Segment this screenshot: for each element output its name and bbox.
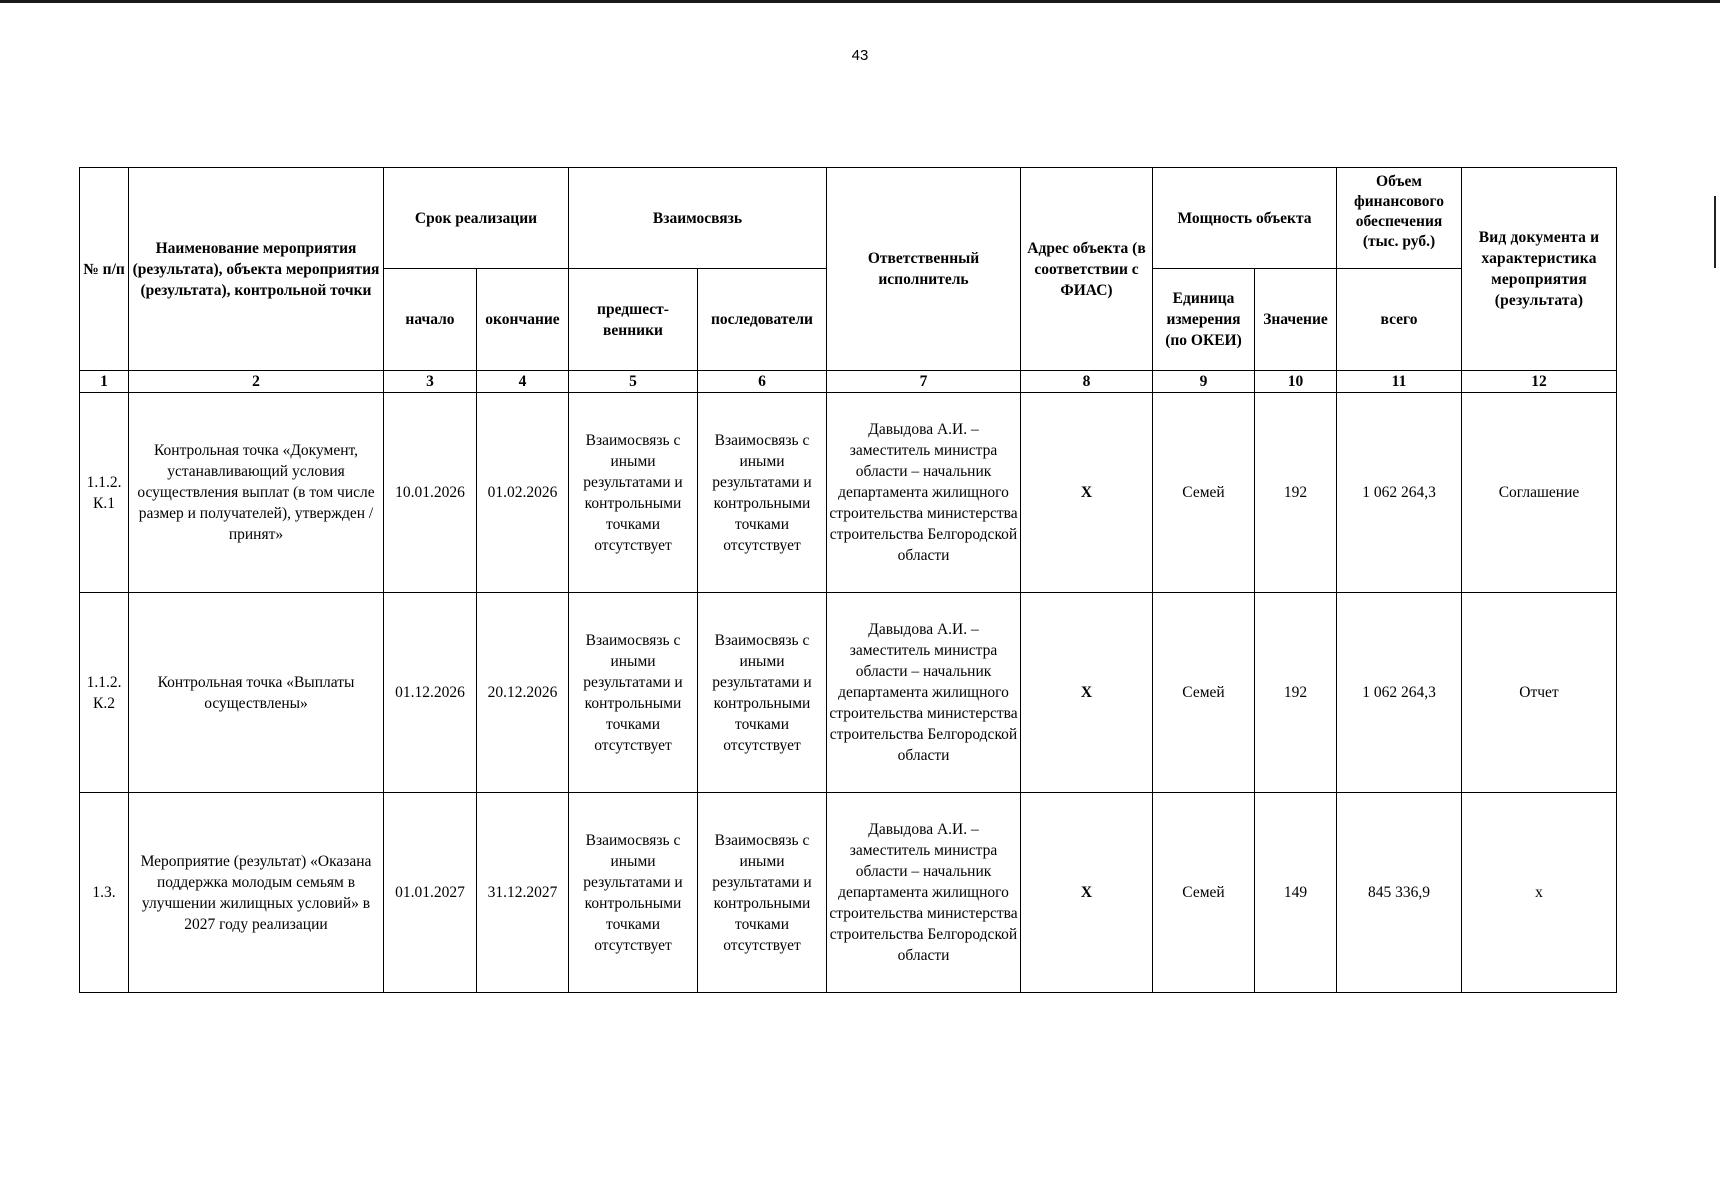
cell-predecessors: Взаимосвязь с иными результатами и контрольными точками отсутствует <box>569 393 698 593</box>
header-row-1 <box>80 168 1617 269</box>
cell-value: 149 <box>1255 793 1337 993</box>
column-number: 2 <box>129 371 384 393</box>
header-capacity-unit: Единица измерения (по ОКЕИ) <box>1153 269 1255 371</box>
cell-num: 1.1.2. К.1 <box>80 393 129 593</box>
header-link-successors: последователи <box>698 269 827 371</box>
scan-edge-mark <box>1714 196 1716 268</box>
header-doc-type: Вид документа и характеристика мероприятия (результата) <box>1462 168 1617 371</box>
header-link: Взаимосвязь <box>569 168 827 269</box>
column-numbers-row <box>80 371 1617 393</box>
cell-doc: Соглашение <box>1462 393 1617 593</box>
cell-address: Х <box>1021 593 1153 793</box>
column-number: 8 <box>1021 371 1153 393</box>
header-term-start: начало <box>384 269 477 371</box>
cell-value: 192 <box>1255 393 1337 593</box>
cell-start: 10.01.2026 <box>384 393 477 593</box>
cell-doc: х <box>1462 793 1617 993</box>
header-responsible: Ответственный исполнитель <box>827 168 1021 371</box>
column-number: 10 <box>1255 371 1337 393</box>
column-number: 7 <box>827 371 1021 393</box>
table-row <box>80 393 1617 593</box>
cell-end: 31.12.2027 <box>477 793 569 993</box>
header-link-predecessors: предшест-венники <box>569 269 698 371</box>
cell-funding: 1 062 264,3 <box>1337 593 1462 793</box>
cell-successors: Взаимосвязь с иными результатами и контрольными точками отсутствует <box>698 793 827 993</box>
column-number: 5 <box>569 371 698 393</box>
cell-unit: Семей <box>1153 393 1255 593</box>
cell-name: Мероприятие (результат) «Оказана поддержка молодым семьям в улучшении жилищных условий» в 2027 году реализации <box>129 793 384 993</box>
column-number: 4 <box>477 371 569 393</box>
header-capacity: Мощность объекта <box>1153 168 1337 269</box>
cell-predecessors: Взаимосвязь с иными результатами и контрольными точками отсутствует <box>569 593 698 793</box>
cell-address: Х <box>1021 393 1153 593</box>
column-number: 1 <box>80 371 129 393</box>
header-capacity-value: Значение <box>1255 269 1337 371</box>
table-row <box>80 793 1617 993</box>
cell-num: 1.3. <box>80 793 129 993</box>
plan-table <box>79 167 1617 993</box>
cell-address: Х <box>1021 793 1153 993</box>
cell-successors: Взаимосвязь с иными результатами и контрольными точками отсутствует <box>698 393 827 593</box>
cell-successors: Взаимосвязь с иными результатами и контрольными точками отсутствует <box>698 593 827 793</box>
cell-unit: Семей <box>1153 793 1255 993</box>
cell-value: 192 <box>1255 593 1337 793</box>
cell-responsible: Давыдова А.И. – заместитель министра области – начальник департамента жилищного строительства министерства строительства Белгородской области <box>827 593 1021 793</box>
column-number: 11 <box>1337 371 1462 393</box>
cell-funding: 845 336,9 <box>1337 793 1462 993</box>
top-border-line <box>0 0 1720 3</box>
column-number: 9 <box>1153 371 1255 393</box>
cell-doc: Отчет <box>1462 593 1617 793</box>
header-name: Наименование мероприятия (результата), объекта мероприятия (результата), контрольной точки <box>129 168 384 371</box>
header-funding: Объем финансового обеспечения (тыс. руб.) <box>1337 168 1462 269</box>
cell-unit: Семей <box>1153 593 1255 793</box>
header-term-end: окончание <box>477 269 569 371</box>
cell-responsible: Давыдова А.И. – заместитель министра области – начальник департамента жилищного строительства министерства строительства Белгородской области <box>827 393 1021 593</box>
cell-responsible: Давыдова А.И. – заместитель министра области – начальник департамента жилищного строительства министерства строительства Белгородской области <box>827 793 1021 993</box>
header-term: Срок реализации <box>384 168 569 269</box>
cell-start: 01.01.2027 <box>384 793 477 993</box>
cell-start: 01.12.2026 <box>384 593 477 793</box>
column-number: 12 <box>1462 371 1617 393</box>
header-funding-total: всего <box>1337 269 1462 371</box>
header-num: № п/п <box>80 168 129 371</box>
cell-end: 01.02.2026 <box>477 393 569 593</box>
column-number: 3 <box>384 371 477 393</box>
cell-name: Контрольная точка «Документ, устанавливающий условия осуществления выплат (в том числе размер и получателей), утвержден / принят» <box>129 393 384 593</box>
page-number: 43 <box>851 47 869 64</box>
table-row <box>80 593 1617 793</box>
cell-name: Контрольная точка «Выплаты осуществлены» <box>129 593 384 793</box>
header-address: Адрес объекта (в соответствии с ФИАС) <box>1021 168 1153 371</box>
cell-funding: 1 062 264,3 <box>1337 393 1462 593</box>
cell-predecessors: Взаимосвязь с иными результатами и контрольными точками отсутствует <box>569 793 698 993</box>
cell-num: 1.1.2. К.2 <box>80 593 129 793</box>
column-number: 6 <box>698 371 827 393</box>
cell-end: 20.12.2026 <box>477 593 569 793</box>
